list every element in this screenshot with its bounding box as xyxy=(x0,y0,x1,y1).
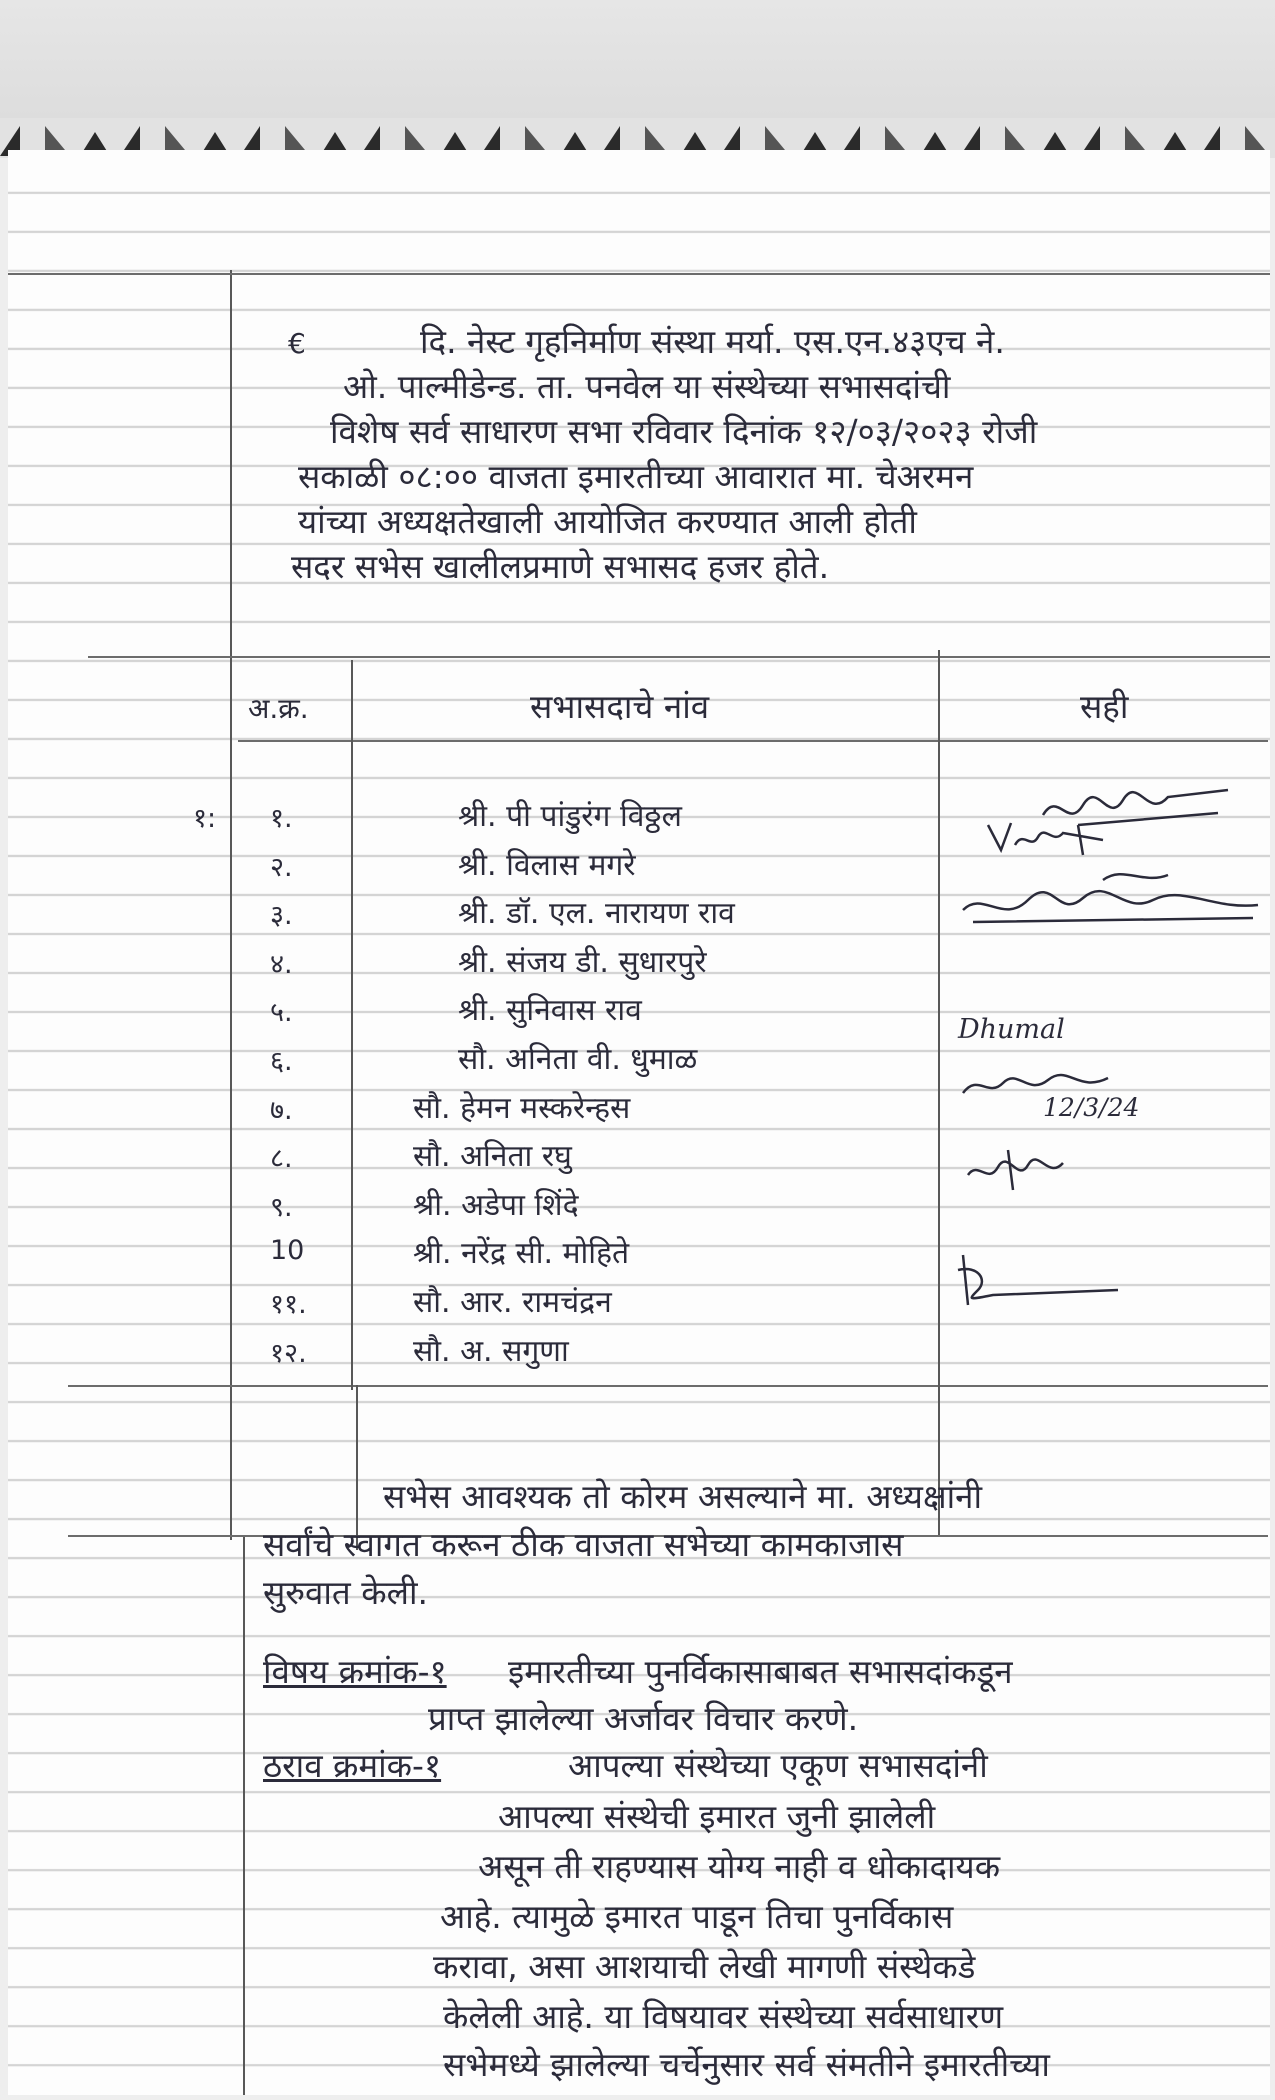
table-bottom-rule xyxy=(68,1385,1268,1387)
signature-scribble xyxy=(948,1245,1128,1315)
row-member-name: श्री. संजय डी. सुधारपुरे xyxy=(458,945,707,980)
row-serial: 10 xyxy=(270,1235,305,1266)
table-col-divider-2 xyxy=(938,650,940,1535)
quorum-line: सुरुवात केली. xyxy=(263,1573,428,1612)
row-serial: ६. xyxy=(270,1046,293,1077)
quorum-line: सभेस आवश्यक तो कोरम असल्याने मा. अध्यक्षांनी xyxy=(383,1477,983,1516)
table-top-rule xyxy=(88,656,1270,658)
row-serial: १२. xyxy=(270,1338,307,1369)
row-serial: ५. xyxy=(270,997,293,1028)
resolution-text: करावा, असा आशयाची लेखी मागणी संस्थेकडे xyxy=(433,1947,976,1986)
resolution-text: सभेमध्ये झालेल्या चर्चेनुसार सर्व संमतीने इमारतीच्या xyxy=(443,2045,1050,2084)
intro-line: विशेष सर्व साधारण सभा रविवार दिनांक १२/०३/२०२३ रोजी xyxy=(330,412,1038,451)
intro-line: ओ. पाल्मीडेन्ड. ता. पनवेल या संस्थेच्या सभासदांची xyxy=(343,367,951,406)
table-col-divider-1 xyxy=(351,660,353,1390)
row-serial: ९. xyxy=(270,1192,293,1223)
subject-text: इमारतीच्या पुनर्विकासाबाबत सभासदांकडून xyxy=(508,1652,1013,1691)
row-serial: ८. xyxy=(270,1143,293,1174)
margin-line xyxy=(230,270,232,1540)
row-serial: १. xyxy=(270,803,293,834)
row-member-name: सौ. हेमन मस्करेन्हस xyxy=(413,1091,631,1126)
row-member-name: श्री. विलास मगरे xyxy=(458,848,636,883)
subject-text: प्राप्त झालेल्या अर्जावर विचार करणे. xyxy=(428,1699,859,1738)
header-rule xyxy=(8,273,1270,275)
resolution-text: केलेली आहे. या विषयावर संस्थेच्या सर्वसाधारण xyxy=(443,1997,1004,2036)
row-serial: ३. xyxy=(270,900,293,931)
resolution-text: आहे. त्यामुळे इमारत पाडून तिचा पुनर्विकास xyxy=(440,1897,954,1936)
resolution-text: आपल्या संस्थेची इमारत जुनी झालेली xyxy=(498,1797,936,1836)
signature-date: 12/3/24 xyxy=(1043,1093,1140,1122)
row-member-name: सौ. आर. रामचंद्रन xyxy=(413,1285,612,1320)
intro-line: दि. नेस्ट गृहनिर्माण संस्था मर्या. एस.एन.४३एच ने. xyxy=(420,322,1005,361)
col-header-serial: अ.क्र. xyxy=(248,692,309,725)
row-member-name: श्री. नरेंद्र सी. मोहिते xyxy=(413,1236,630,1271)
notebook-page xyxy=(8,150,1270,2095)
scanner-background xyxy=(0,0,1275,130)
row-member-name: श्री. सुनिवास राव xyxy=(458,993,642,1028)
row-serial: ११. xyxy=(270,1289,307,1320)
row-serial: ४. xyxy=(270,949,293,980)
signature-scribble xyxy=(963,1145,1073,1195)
intro-line: सकाळी ०८:०० वाजता इमारतीच्या आवारात मा. चेअरमन xyxy=(298,457,974,496)
resolution-text: आपल्या संस्थेच्या एकूण सभासदांनी xyxy=(568,1746,988,1785)
quorum-line: सर्वांचे स्वागत करून ठीक वाजता सभेच्या कामकाजास xyxy=(263,1525,904,1564)
row-member-name: श्री. डॉ. एल. नारायण राव xyxy=(458,896,735,931)
signature-scribble xyxy=(983,815,1123,860)
row-member-name: श्री. पी पांडुरंग विठ्ठल xyxy=(458,799,682,834)
table-header-rule xyxy=(238,740,1268,742)
col-header-name: सभासदाचे नांव xyxy=(530,687,710,726)
resolution-text: असून ती राहण्यास योग्य नाही व धोकादायक xyxy=(478,1847,1001,1886)
intro-line: सदर सभेस खालीलप्रमाणे सभासद हजर होते. xyxy=(291,547,830,586)
intro-line: यांच्या अध्यक्षतेखाली आयोजित करण्यात आली होती xyxy=(298,502,917,541)
col-header-signature: सही xyxy=(1080,687,1129,726)
margin-line-lower xyxy=(243,1535,245,2095)
row-member-name: सौ. अ. सगुणा xyxy=(413,1334,569,1369)
margin-mark: १: xyxy=(193,803,217,834)
resolution-label: ठराव क्रमांक-१ xyxy=(263,1746,442,1785)
subject-label: विषय क्रमांक-१ xyxy=(263,1652,447,1691)
intro-marker: € xyxy=(288,327,306,360)
signature-scribble xyxy=(953,860,1268,935)
row-member-name: सौ. अनिता रघु xyxy=(413,1139,572,1174)
signature-dhumal: Dhumal xyxy=(958,1014,1065,1045)
row-serial: ७. xyxy=(270,1095,293,1126)
row-member-name: श्री. अडेपा शिंदे xyxy=(413,1188,579,1223)
row-member-name: सौ. अनिता वी. धुमाळ xyxy=(458,1042,698,1077)
row-serial: २. xyxy=(270,852,293,883)
